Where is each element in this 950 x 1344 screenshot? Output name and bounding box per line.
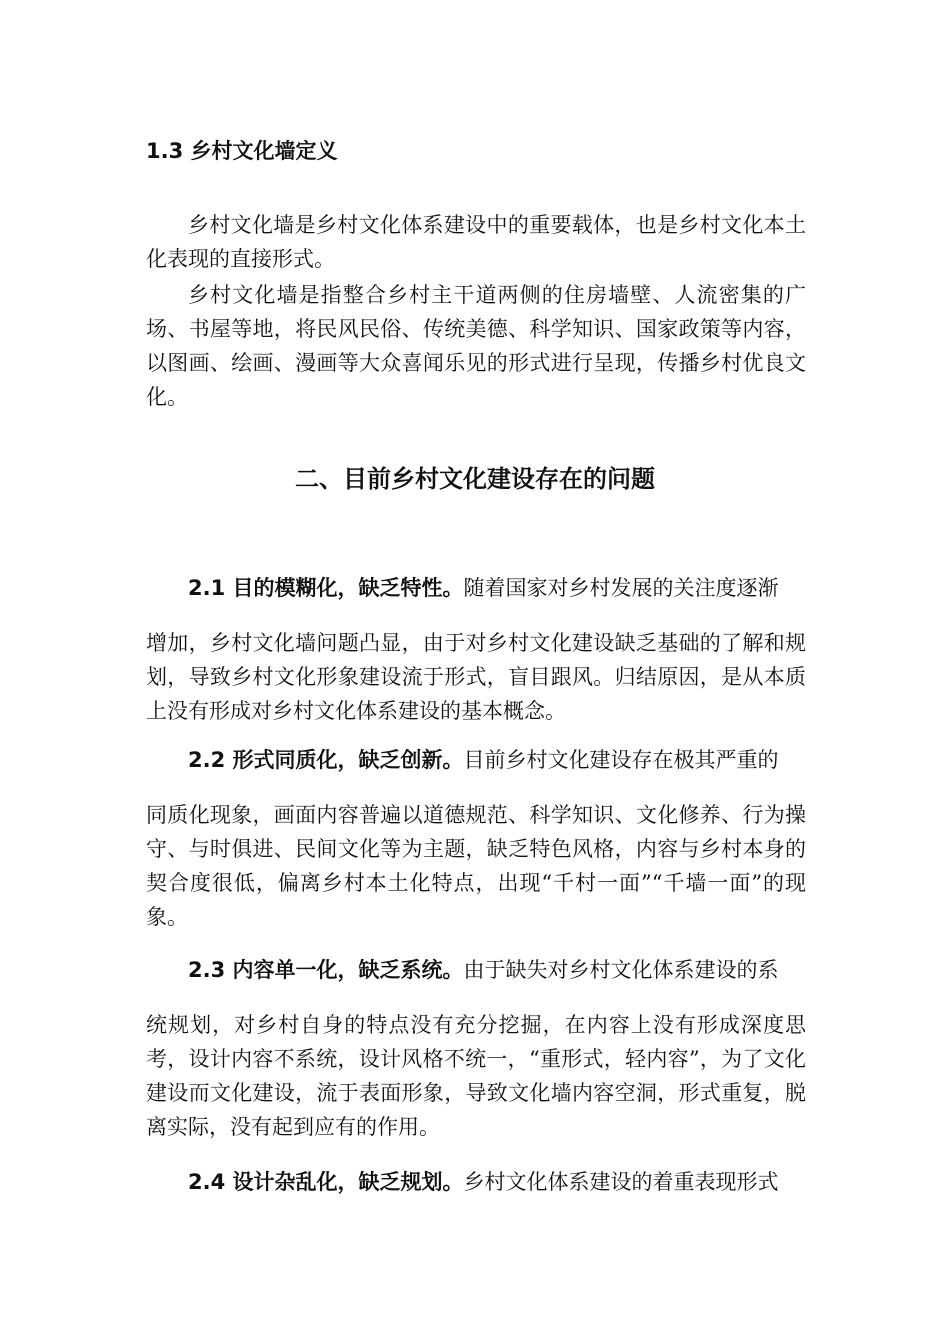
item-2-4 — [146, 1144, 806, 1220]
item-2-3-body: 统规划，对乡村自身的特点没有充分挖掘，在内容上没有形成深度思考，设计内容不系统，设计风格不统一，“重形式，轻内容”，为了文化建设而文化建设，流于表面形象，导致文化墙内容空洞，形式重复，脱离实际，没有起到应有的作用。 — [146, 1013, 806, 1139]
item-2-1-lead: 2.1 目的模糊化，缺乏特性。 — [188, 576, 464, 600]
item-2-4-line1: 乡村文化体系建设的着重表现形式 — [463, 1170, 779, 1194]
chapter-heading-2: 二、目前乡村文化建设存在的问题 — [295, 465, 655, 493]
item-2-4-lead: 2.4 设计杂乱化，缺乏规划。 — [188, 1170, 464, 1194]
paragraph-1-3-1: 乡村文化墙是乡村文化体系建设中的重要载体，也是乡村文化本土化表现的直接形式。 — [146, 213, 806, 271]
item-2-3 — [146, 932, 806, 1165]
item-2-1-line1: 随着国家对乡村发展的关注度逐渐 — [463, 576, 779, 600]
item-2-2-line1: 目前乡村文化建设存在极其严重的 — [463, 748, 779, 772]
item-2-3-line1: 由于缺失对乡村文化体系建设的系 — [463, 958, 779, 982]
item-2-3-first-line — [146, 953, 806, 987]
item-2-3-lead: 2.3 内容单一化，缺乏系统。 — [188, 958, 464, 982]
section-heading-1-3: 1.3 乡村文化墙定义 — [146, 139, 338, 163]
item-2-4-first-line — [146, 1165, 806, 1199]
paragraph-1-3-2: 乡村文化墙是指整合乡村主干道两侧的住房墙壁、人流密集的广场、书屋等地，将民风民俗、传统美德、科学知识、国家政策等内容，以图画、绘画、漫画等大众喜闻乐见的形式进行呈现，传播乡村优良文化。 — [146, 283, 806, 409]
item-2-1 — [146, 550, 806, 749]
item-2-2-body: 同质化现象，画面内容普遍以道德规范、科学知识、文化修养、行为操守、与时俱进、民间文化等为主题，缺乏特色风格，内容与乡村本身的契合度很低，偏离乡村本土化特点，出现“千村一面”“千墙一面”的现象。 — [146, 803, 806, 929]
item-2-2-lead: 2.2 形式同质化，缺乏创新。 — [188, 748, 464, 772]
item-2-2-first-line — [146, 743, 806, 777]
item-2-1-body: 增加，乡村文化墙问题凸显，由于对乡村文化建设缺乏基础的了解和规划，导致乡村文化形象建设流于形式，盲目跟风。归结原因，是从本质上没有形成对乡村文化体系建设的基本概念。 — [146, 631, 806, 723]
item-2-1-first-line — [146, 571, 806, 605]
item-2-2 — [146, 722, 806, 955]
